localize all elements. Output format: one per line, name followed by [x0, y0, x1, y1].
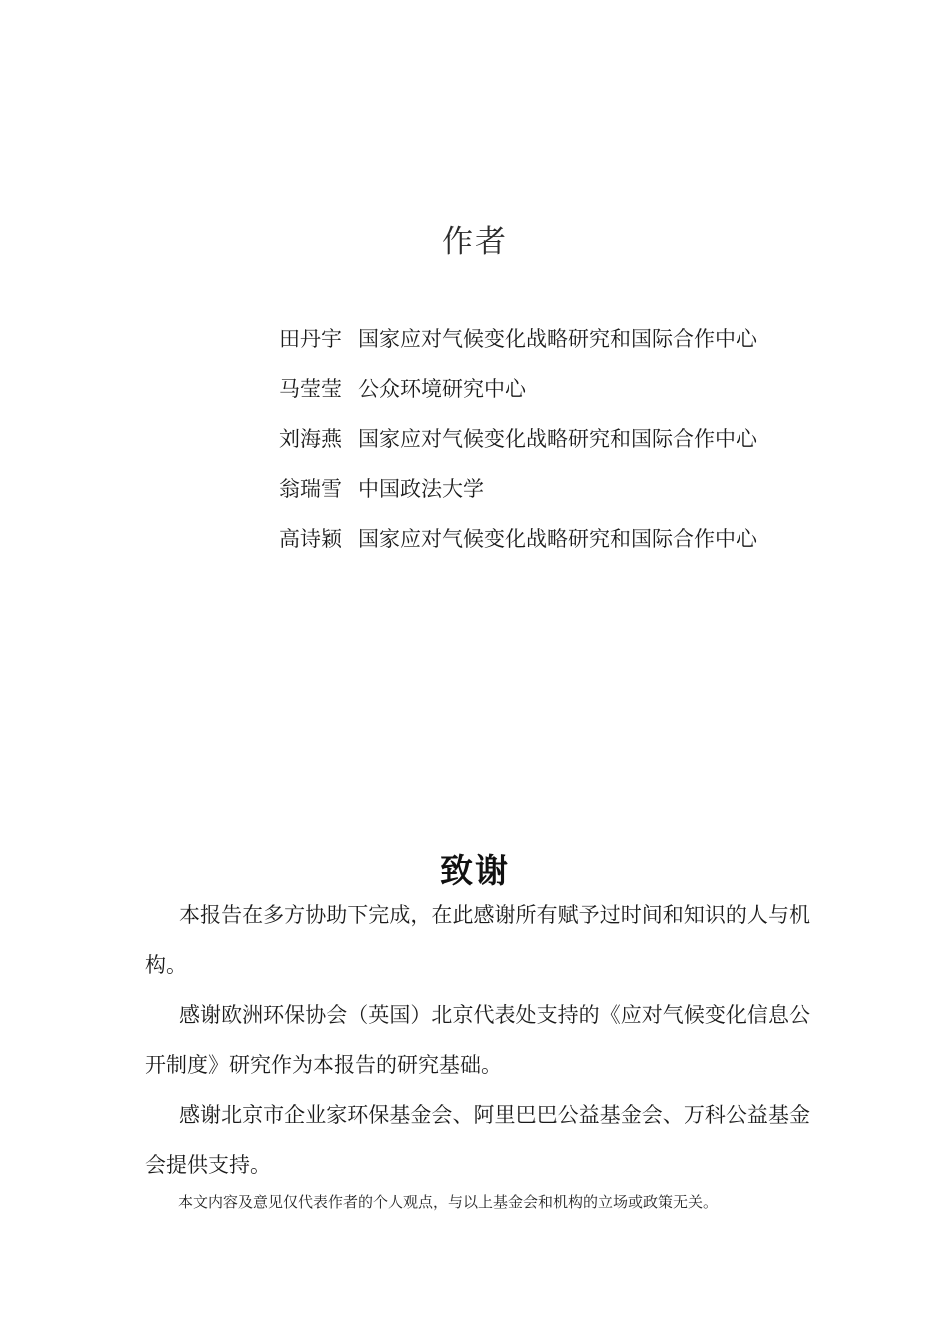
disclaimer-note: 本文内容及意见仅代表作者的个人观点，与以上基金会和机构的立场或政策无关。 — [178, 1193, 719, 1211]
author-affiliation: 国家应对气候变化战略研究和国际合作中心 — [358, 527, 757, 551]
author-name: 高诗颖 — [279, 527, 342, 551]
author-row — [279, 513, 899, 563]
acknowledgements-body — [145, 890, 810, 1190]
author-row — [279, 363, 899, 413]
author-row — [279, 413, 899, 463]
author-name: 马莹莹 — [279, 377, 342, 401]
acknowledgements-heading: 致谢 — [440, 851, 510, 890]
authors-heading: 作者 — [442, 224, 508, 260]
acknowledgement-paragraph: 感谢北京市企业家环保基金会、阿里巴巴公益基金会、万科公益基金会提供支持。 — [145, 1103, 810, 1177]
author-affiliation: 国家应对气候变化战略研究和国际合作中心 — [358, 327, 757, 351]
author-affiliation: 中国政法大学 — [358, 477, 484, 501]
author-name: 田丹宇 — [279, 327, 342, 351]
author-name: 翁瑞雪 — [279, 477, 342, 501]
acknowledgement-paragraph: 本报告在多方协助下完成，在此感谢所有赋予过时间和知识的人与机构。 — [145, 903, 810, 977]
author-name: 刘海燕 — [279, 427, 342, 451]
author-affiliation: 国家应对气候变化战略研究和国际合作中心 — [358, 427, 757, 451]
author-affiliation: 公众环境研究中心 — [358, 377, 526, 401]
author-row — [279, 313, 899, 363]
author-row — [279, 463, 899, 513]
acknowledgement-paragraph: 感谢欧洲环保协会（英国）北京代表处支持的《应对气候变化信息公开制度》研究作为本报告的研究基础。 — [145, 1003, 810, 1077]
author-list — [279, 313, 899, 563]
